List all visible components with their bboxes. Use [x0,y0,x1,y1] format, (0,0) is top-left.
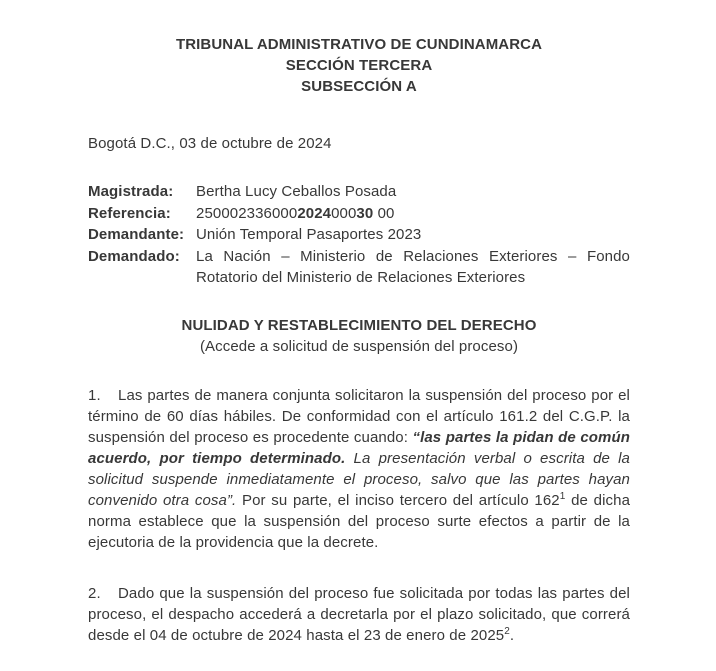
paragraph-2 [88,583,630,646]
paragraph-1 [88,385,630,553]
paragraph-1-text-regular-2: Por su parte, el inciso tercero del artículo 162 [236,491,560,509]
date-line: Bogotá D.C., 03 de octubre de 2024 [88,135,332,152]
demandado-value-line1: La Nación – Ministerio de Relaciones Exteriores – Fondo [196,247,630,265]
magistrada-label: Magistrada: [88,183,174,200]
demandado-value [196,246,630,289]
referencia-part5: 00 [373,204,395,222]
case-info-row-referencia [88,203,630,225]
demandado-value-line2: Rotatorio del Ministerio de Relaciones Exteriores [196,269,526,286]
paragraph-1-text-regular-1: Las partes de manera conjunta solicitaron la suspensión del proceso por el término de 60 días hábiles. De conformidad con el artículo 161.2 del C.G.P. la suspensión del proceso es procedente cuando: [88,386,630,446]
subject-block [88,315,630,357]
court-subsection: SUBSECCIÓN A [301,78,417,95]
demandante-label: Demandante: [88,226,185,243]
referencia-value [196,203,630,225]
paragraph-1-quote-italic: La presentación verbal o escrita de la solicitud suspende inmediatamente el proceso, salvo que las partes hayan convenido otra cosa”. [88,449,631,509]
court-name: TRIBUNAL ADMINISTRATIVO DE CUNDINAMARCA [175,36,543,53]
paragraph-2-text-regular-1: Dado que la suspensión del proceso fue solicitada por todas las partes del proceso, el despacho accederá a decretarla por el plazo solicitado, que correrá desde el 04 de octubre de 2024 hasta el 23 de enero de 2025 [88,584,630,644]
subject-title: NULIDAD Y RESTABLECIMIENTO DEL DERECHO [181,316,537,334]
referencia-label: Referencia: [88,204,171,222]
case-info-block [88,181,630,289]
referencia-part1: 250002336000 [196,204,298,222]
magistrada-value: Bertha Lucy Ceballos Posada [196,183,397,200]
subject-subtitle: (Accede a solicitud de suspensión del proceso) [199,337,519,355]
paragraph-1-quote-bold-italic: “las partes la pidan de común acuerdo, por tiempo determinado. [88,428,630,467]
court-section: SECCIÓN TERCERA [285,57,433,74]
paragraph-2-number: 2. [88,584,101,602]
referencia-part2-bold: 2024 [297,204,332,222]
footnote-ref-2: 2 [504,625,510,637]
demandante-value: Unión Temporal Pasaportes 2023 [196,226,422,243]
case-info-row-demandante [88,224,630,246]
court-header [88,0,630,97]
footnote-ref-1: 1 [559,490,566,502]
paragraph-1-text-regular-3: de dicha norma establece que la suspensión del proceso surte efectos a partir de la ejecutoria de la providencia que la decrete. [88,491,631,551]
referencia-part4-bold: 30 [356,204,374,222]
case-info-row-demandado [88,246,630,289]
referencia-part3: 000 [331,204,357,222]
paragraph-1-number: 1. [88,386,101,404]
case-info-row-magistrada [88,181,630,203]
demandado-label: Demandado: [88,247,180,265]
paragraph-2-text-regular-2: . [509,626,515,644]
